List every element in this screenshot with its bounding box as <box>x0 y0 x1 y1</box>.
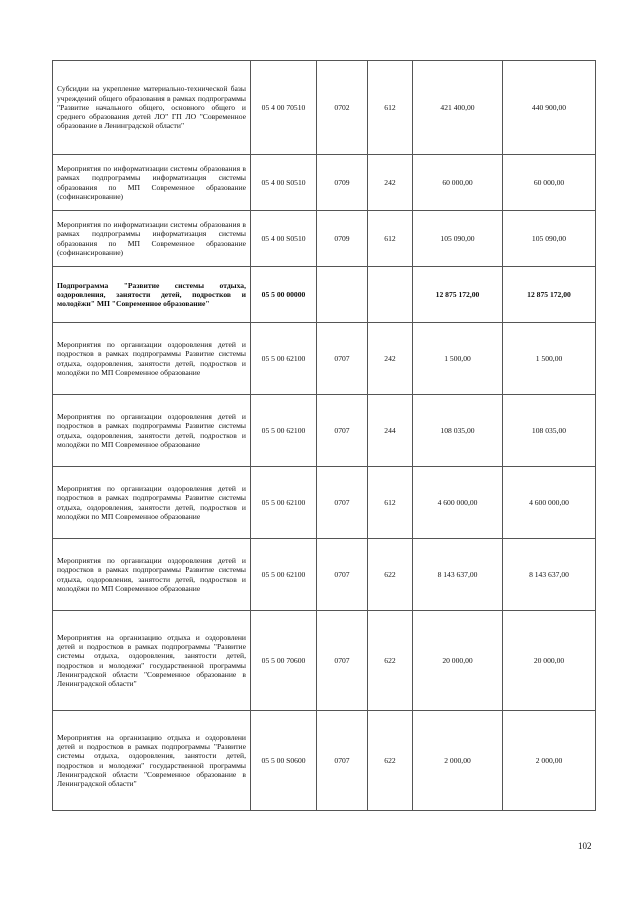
target-article-cell: 05 4 00 S0510 <box>251 211 317 267</box>
budget-table <box>52 60 596 811</box>
row-name-cell: Мероприятия по информатизации системы образования в рамках подпрограммы информатизация системы образования по МП Современное образование (софинансирование) <box>53 211 251 267</box>
target-article-cell: 05 5 00 70600 <box>251 611 317 711</box>
section-code-cell: 0707 <box>317 323 368 395</box>
amount-year2-cell: 440 900,00 <box>503 61 596 155</box>
budget-table-body <box>53 61 596 811</box>
expense-type-cell: 242 <box>368 155 413 211</box>
section-code-cell: 0709 <box>317 211 368 267</box>
target-article-cell: 05 4 00 70510 <box>251 61 317 155</box>
target-article-cell: 05 5 00 62100 <box>251 467 317 539</box>
row-name-cell: Мероприятия по организации оздоровления детей и подростков в рамках подпрограммы Развитие системы отдыха, оздоровления, занятости детей, подростков и молодёжи по МП Современное образование <box>53 395 251 467</box>
section-code-cell: 0702 <box>317 61 368 155</box>
amount-year1-cell: 20 000,00 <box>413 611 503 711</box>
page-number: 102 <box>578 841 592 851</box>
amount-year1-cell: 8 143 637,00 <box>413 539 503 611</box>
expense-type-cell: 622 <box>368 539 413 611</box>
table-row <box>53 211 596 267</box>
expense-type-cell: 612 <box>368 467 413 539</box>
target-article-cell: 05 5 00 S0600 <box>251 711 317 811</box>
section-code-cell: 0707 <box>317 467 368 539</box>
section-code-cell: 0707 <box>317 611 368 711</box>
amount-year1-cell: 2 000,00 <box>413 711 503 811</box>
amount-year2-cell: 1 500,00 <box>503 323 596 395</box>
section-code-cell: 0707 <box>317 539 368 611</box>
amount-year2-cell: 105 090,00 <box>503 211 596 267</box>
amount-year1-cell: 60 000,00 <box>413 155 503 211</box>
table-row <box>53 155 596 211</box>
table-row <box>53 267 596 323</box>
expense-type-cell: 242 <box>368 323 413 395</box>
amount-year1-cell: 12 875 172,00 <box>413 267 503 323</box>
section-code-cell: 0709 <box>317 155 368 211</box>
amount-year2-cell: 2 000,00 <box>503 711 596 811</box>
table-row <box>53 323 596 395</box>
table-row <box>53 611 596 711</box>
table-row <box>53 395 596 467</box>
row-name-cell: Субсидии на укрепление материально-технической базы учреждений общего образования в рамках подпрограммы "Развитие начального общего, основного общего и среднего образования детей ЛО" ГП ЛО "Современное образование в Ленинградской области" <box>53 61 251 155</box>
row-name-cell: Мероприятия по информатизации системы образования в рамках подпрограммы информатизация системы образования по МП Современное образование (софинансирование) <box>53 155 251 211</box>
amount-year1-cell: 108 035,00 <box>413 395 503 467</box>
amount-year2-cell: 12 875 172,00 <box>503 267 596 323</box>
section-code-cell: 0707 <box>317 711 368 811</box>
row-name-cell: Подпрограмма "Развитие системы отдыха, оздоровления, занятости детей, подростков и молодёжи" МП "Современное образование" <box>53 267 251 323</box>
row-name-cell: Мероприятия на организацию отдыха и оздоровлени детей и подростков в рамках подпрограммы "Развитие системы отдыха, оздоровления, занятости детей, подростков и молодежи" государственной программы Ленинградской области "Современное образование в Ленинградской области" <box>53 711 251 811</box>
table-row <box>53 539 596 611</box>
row-name-cell: Мероприятия по организации оздоровления детей и подростков в рамках подпрограммы Развитие системы отдыха, оздоровления, занятости детей, подростков и молодёжи по МП Современное образование <box>53 323 251 395</box>
target-article-cell: 05 5 00 62100 <box>251 323 317 395</box>
table-row <box>53 467 596 539</box>
expense-type-cell <box>368 267 413 323</box>
target-article-cell: 05 5 00 62100 <box>251 539 317 611</box>
expense-type-cell: 622 <box>368 711 413 811</box>
amount-year1-cell: 105 090,00 <box>413 211 503 267</box>
expense-type-cell: 244 <box>368 395 413 467</box>
target-article-cell: 05 4 00 S0510 <box>251 155 317 211</box>
expense-type-cell: 612 <box>368 61 413 155</box>
amount-year2-cell: 60 000,00 <box>503 155 596 211</box>
expense-type-cell: 622 <box>368 611 413 711</box>
target-article-cell: 05 5 00 00000 <box>251 267 317 323</box>
row-name-cell: Мероприятия по организации оздоровления детей и подростков в рамках подпрограммы Развитие системы отдыха, оздоровления, занятости детей, подростков и молодёжи по МП Современное образование <box>53 467 251 539</box>
target-article-cell: 05 5 00 62100 <box>251 395 317 467</box>
row-name-cell: Мероприятия по организации оздоровления детей и подростков в рамках подпрограммы Развитие системы отдыха, оздоровления, занятости детей, подростков и молодёжи по МП Современное образование <box>53 539 251 611</box>
section-code-cell: 0707 <box>317 395 368 467</box>
table-row <box>53 61 596 155</box>
amount-year1-cell: 4 600 000,00 <box>413 467 503 539</box>
table-row <box>53 711 596 811</box>
expense-type-cell: 612 <box>368 211 413 267</box>
amount-year2-cell: 4 600 000,00 <box>503 467 596 539</box>
amount-year1-cell: 421 400,00 <box>413 61 503 155</box>
amount-year1-cell: 1 500,00 <box>413 323 503 395</box>
amount-year2-cell: 20 000,00 <box>503 611 596 711</box>
amount-year2-cell: 8 143 637,00 <box>503 539 596 611</box>
row-name-cell: Мероприятия на организацию отдыха и оздоровлени детей и подростков в рамках подпрограммы "Развитие системы отдыха, оздоровления, занятости детей, подростков и молодежи" государственной программы Ленинградской области "Современное образование в Ленинградской области" <box>53 611 251 711</box>
amount-year2-cell: 108 035,00 <box>503 395 596 467</box>
section-code-cell <box>317 267 368 323</box>
